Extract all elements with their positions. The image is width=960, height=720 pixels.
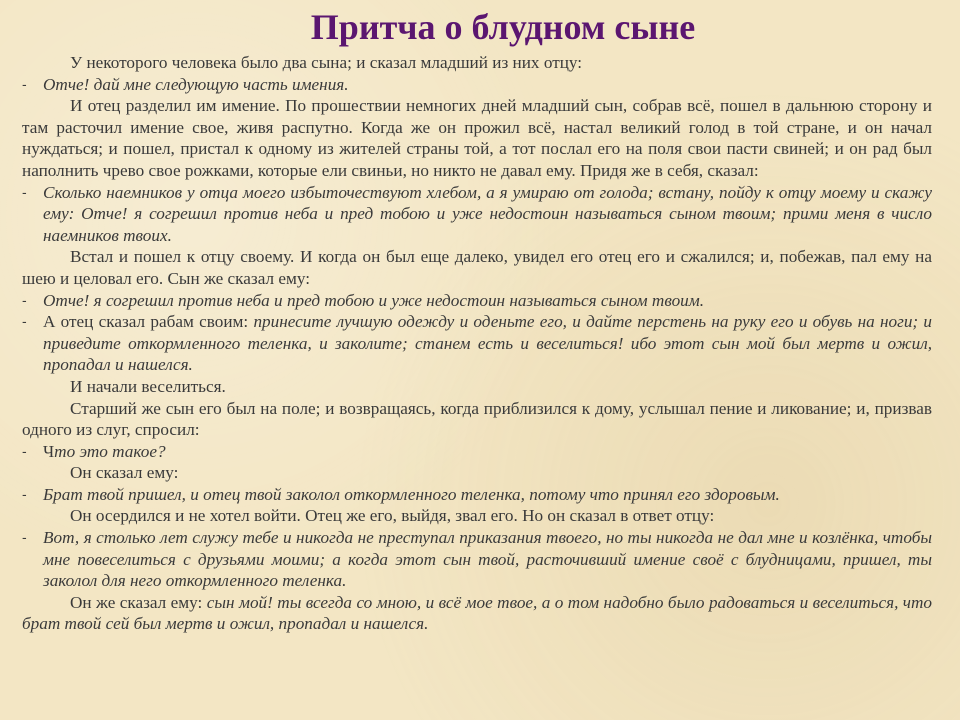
- bullet-7-text: Вот, я столько лет служу тебе и никогда не преступал приказания твоего, но ты никогда не дал мне и козлёнка, чтобы мне повеселиться с друзьями моими; а когда этот сын твой, расточивший имение своё с блудницами, пришел, ты заколол для него откормленного теленка.: [43, 528, 932, 591]
- bullet-1: [22, 74, 932, 96]
- paragraph-8-quote: сын мой! ты всегда со мною, и всё мое твое, а о том надобно было радоваться и веселиться, что брат твой сей был мертв и ожил, пропадал и нашелся.: [22, 592, 932, 634]
- paragraph-2: И отец разделил им имение. По прошествии немногих дней младший сын, собрав всё, пошел в дальнюю сторону и там расточил имение свое, живя распутно. Когда же он прожил всё, настал великий голод в той стране, и он начал нуждаться; и пошел, пристал к одному из жителей страны той, а тот послал его на поля свои пасти свиней; и он рад был наполнить чрево свое рожками, которые ели свиньи, но никто не давал ему. Придя же в себя, сказал:: [22, 96, 932, 180]
- paragraph-4: И начали веселиться.: [70, 376, 226, 396]
- bullet-marker: -: [22, 75, 27, 92]
- bullet-marker: -: [22, 442, 27, 459]
- bullet-2: [22, 182, 932, 247]
- bullet-3-text: Отче! я согрешил против неба и пред тобою и уже недостоин называться сыном твоим.: [43, 290, 705, 310]
- bullet-marker: -: [22, 291, 27, 308]
- bullet-5: [22, 441, 932, 463]
- bullet-4-quote: принесите лучшую одежду и оденьте его, и дайте перстень на руку его и обувь на ноги; и приведите откормленного теленка, и заколите; станем есть и веселиться! ибо этот сын мой был мертв и ожил, пропадал и нашелся.: [43, 312, 933, 375]
- paragraph-5: Старший же сын его был на поле; и возвращаясь, когда приблизился к дому, услышал пение и ликование; и, призвав одного из слуг, спросил:: [22, 398, 932, 440]
- paragraph-7: Он осердился и не хотел войти. Отец же его, выйдя, звал его. Но он сказал в ответ отцу:: [70, 506, 715, 526]
- paragraph-6: Он сказал ему:: [70, 463, 179, 483]
- slide-title: Притча о блудном сыне: [310, 7, 696, 47]
- bullet-5-text: то это такое?: [54, 441, 166, 461]
- bullet-5-first-letter: Ч: [43, 441, 55, 461]
- paragraph-3: Встал и пошел к отцу своему. И когда он был еще далеко, увидел его отец его и сжалился; и, побежав, пал ему на шею и целовал его. Сын же сказал ему:: [22, 247, 932, 288]
- bullet-marker: -: [22, 183, 27, 200]
- bullet-3: [22, 290, 932, 312]
- bullet-7: [22, 527, 932, 592]
- bullet-4-text: А отец сказал рабам своим:: [43, 312, 254, 332]
- bullet-2-text: Сколько наемников у отца моего избыточествуют хлебом, а я умираю от голода; встану, пойду к отцу моему и скажу ему: Отче! я согрешил против неба и пред тобою и уже недостоин называться сыном твоим; прими меня в число наемников твоих.: [43, 182, 932, 245]
- bullet-4: [22, 311, 932, 376]
- bullet-marker: -: [22, 529, 27, 546]
- bullet-marker: -: [22, 485, 27, 502]
- bullet-1-text: Отче! дай мне следующую часть имения.: [43, 74, 349, 94]
- paragraph-8: [22, 592, 932, 635]
- bullet-6: [22, 484, 932, 506]
- parable-text: [22, 52, 932, 635]
- bullet-6-text: Брат твой пришел, и отец твой заколол откормленного теленка, потому что принял его здоровым.: [43, 484, 780, 504]
- bullet-marker: -: [22, 313, 27, 330]
- paragraph-8-text: Он же сказал ему:: [70, 592, 207, 612]
- paragraph-1: У некоторого человека было два сына; и сказал младший из них отцу:: [70, 53, 583, 72]
